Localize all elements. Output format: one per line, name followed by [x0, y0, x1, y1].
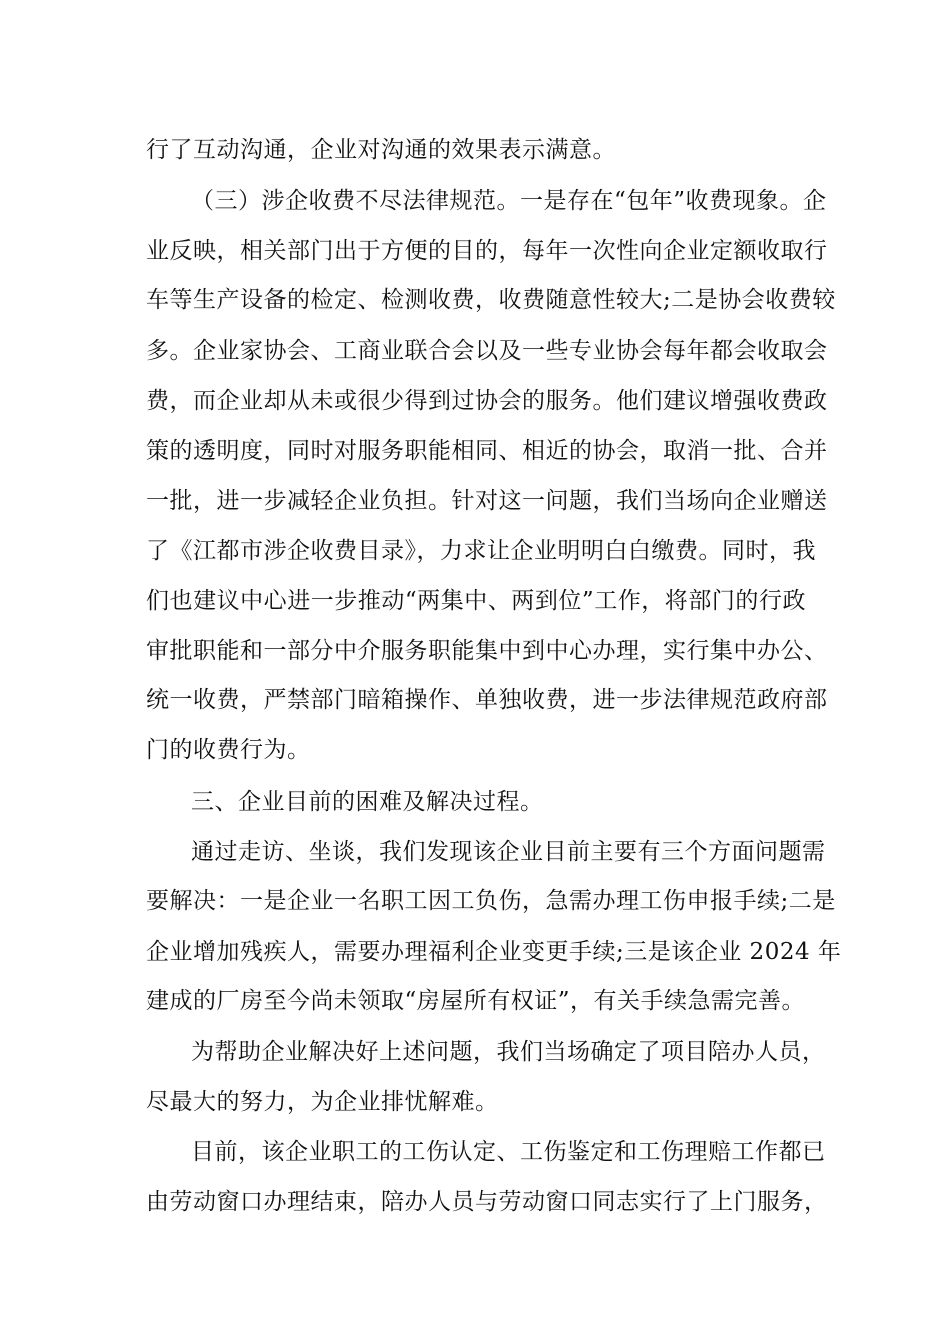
text-line: 尽最大的努力，为企业排忧解难。	[146, 1089, 499, 1115]
text-line: 通过走访、坐谈，我们发现该企业目前主要有三个方面问题需	[191, 839, 826, 865]
text-line: 为帮助企业解决好上述问题，我们当场确定了项目陪办人员，	[191, 1039, 826, 1065]
text-line: 建成的厂房至今尚未领取“房屋所有权证”，有关手续急需完善。	[146, 988, 806, 1014]
text-line: 行了互动沟通，企业对沟通的效果表示满意。	[146, 137, 616, 163]
text-line: 目前，该企业职工的工伤认定、工伤鉴定和工伤理赔工作都已	[191, 1139, 826, 1165]
text-line: 门的收费行为。	[146, 737, 311, 763]
text-line: 企业增加残疾人，需要办理福利企业变更手续;三是该企业 2024 年	[146, 939, 842, 965]
text-line: 多。企业家协会、工商业联合会以及一些专业协会每年都会收取会	[146, 338, 828, 364]
text-line: 业反映，相关部门出于方便的目的，每年一次性向企业定额收取行	[146, 238, 828, 264]
text-line: 了《江都市涉企收费目录》，力求让企业明明白白缴费。同时，我	[146, 538, 816, 564]
section-heading: 三、企业目前的困难及解决过程。	[191, 789, 544, 815]
text-line: （三）涉企收费不尽法律规范。一是存在“包年”收费现象。企	[191, 188, 827, 214]
text-line: 统一收费，严禁部门暗箱操作、单独收费，进一步法律规范政府部	[146, 687, 828, 713]
text-line: 策的透明度，同时对服务职能相同、相近的协会，取消一批、合并	[146, 438, 828, 464]
text-line: 由劳动窗口办理结束，陪办人员与劳动窗口同志实行了上门服务，	[146, 1189, 828, 1215]
text-line: 们也建议中心进一步推动“两集中、两到位”工作，将部门的行政	[146, 588, 806, 614]
text-line: 车等生产设备的检定、检测收费，收费随意性较大;二是协会收费较	[146, 287, 836, 313]
text-line: 审批职能和一部分中介服务职能集中到中心办理，实行集中办公、	[146, 638, 828, 664]
text-line: 费，而企业却从未或很少得到过协会的服务。他们建议增强收费政	[146, 388, 828, 414]
text-line: 要解决：一是企业一名职工因工负伤，急需办理工伤申报手续;二是	[146, 888, 836, 914]
text-line: 一批，进一步减轻企业负担。针对这一问题，我们当场向企业赠送	[146, 488, 828, 514]
